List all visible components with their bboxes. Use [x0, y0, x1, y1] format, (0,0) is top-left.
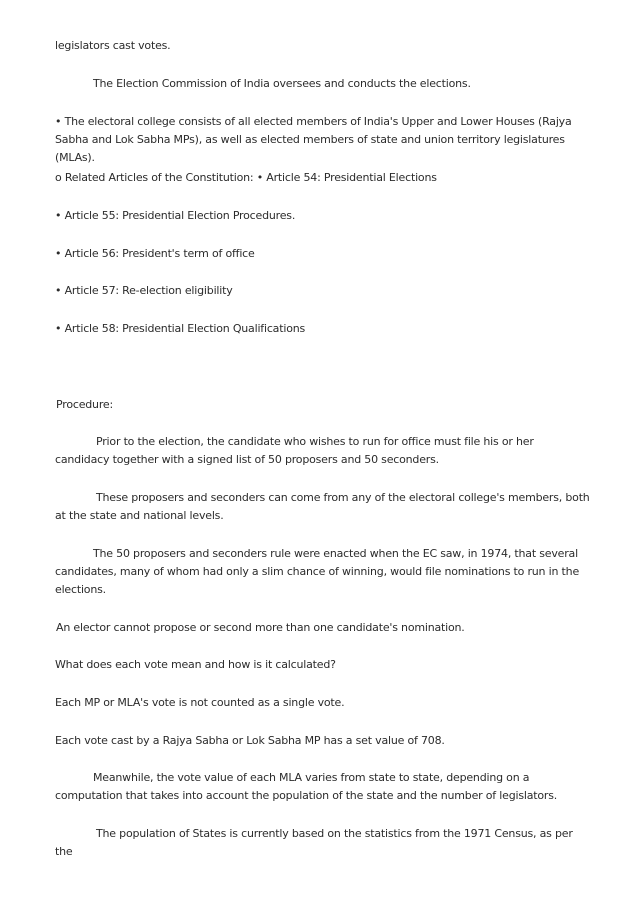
paragraph-50-proposers-rule: The 50 proposers and seconders rule were enacted when the EC saw, in 1974, that several candidates, many of whom had only a slim chance of winning, would file nominations to run in the elections. — [55, 547, 580, 596]
paragraph-elector-restriction: An elector cannot propose or second more than one candidate's nomination. — [56, 621, 465, 634]
section-heading-procedure: Procedure: — [56, 398, 113, 411]
list-item-article-57: • Article 57: Re-election eligibility — [55, 284, 233, 297]
paragraph-proposers-seconders: These proposers and seconders can come from any of the electoral college's members, both at the state and national levels. — [55, 491, 590, 522]
paragraph-candidacy-filing: Prior to the election, the candidate who wishes to run for office must file his or her candidacy together with a signed list of 50 proposers and 50 seconders. — [55, 435, 534, 466]
paragraph-vote-not-single: Each MP or MLA's vote is not counted as a single vote. — [55, 696, 345, 709]
paragraph-related-articles: o Related Articles of the Constitution: • Article 54: Presidential Elections — [55, 171, 437, 184]
list-item-article-58: • Article 58: Presidential Election Qualifications — [55, 322, 306, 335]
list-item-article-56: • Article 56: President's term of office — [55, 247, 255, 260]
paragraph-vote-question: What does each vote mean and how is it calculated? — [55, 658, 336, 671]
paragraph-population-census: The population of States is currently based on the statistics from the 1971 Census, as per the — [55, 827, 573, 858]
list-item-article-55: • Article 55: Presidential Election Procedures. — [55, 209, 296, 222]
paragraph-mp-vote-value: Each vote cast by a Rajya Sabha or Lok Sabha MP has a set value of 708. — [55, 734, 445, 747]
paragraph-election-commission: The Election Commission of India oversees and conducts the elections. — [93, 77, 471, 90]
paragraph-mla-vote-value: Meanwhile, the vote value of each MLA varies from state to state, depending on a computation that takes into account the population of the state and the number of legislators. — [55, 771, 558, 802]
paragraph-electoral-college: • The electoral college consists of all elected members of India's Upper and Lower Houses (Rajya Sabha and Lok Sabha MPs), as well as elected members of state and union territory legislatures (MLAs). — [55, 115, 572, 164]
paragraph-legislators-cast-votes: legislators cast votes. — [55, 39, 171, 52]
